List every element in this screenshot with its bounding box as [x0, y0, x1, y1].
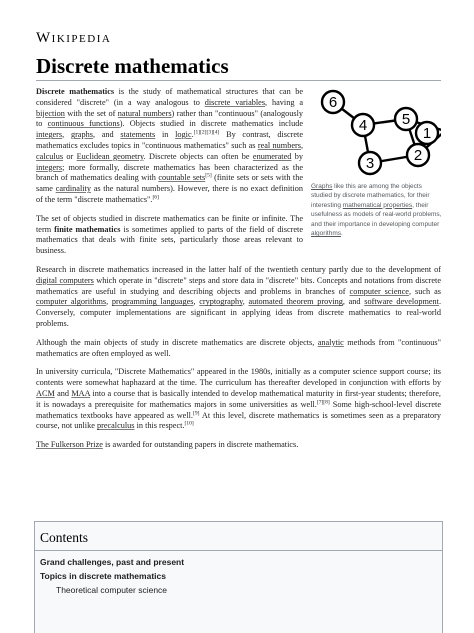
- link-computer-science[interactable]: computer science: [349, 286, 409, 296]
- link-automated-theorem-proving[interactable]: automated theorem proving: [248, 297, 343, 307]
- link-programming-languages[interactable]: programming languages: [111, 297, 194, 307]
- link-euclidean-geometry[interactable]: Euclidean geometry: [76, 151, 144, 161]
- link-graphs[interactable]: graphs: [70, 130, 93, 140]
- link-analytic[interactable]: analytic: [317, 337, 344, 347]
- graph-node-label: 2: [413, 147, 423, 164]
- toc-heading: Contents: [40, 530, 89, 545]
- citation[interactable]: [7][8]: [316, 398, 330, 405]
- link-natural-numbers[interactable]: natural numbers: [117, 108, 172, 118]
- toc-item-theoretical-cs[interactable]: Theoretical computer science: [56, 585, 168, 595]
- link-calculus[interactable]: calculus: [36, 151, 64, 161]
- citation[interactable]: [1][2][3][4]: [193, 129, 220, 136]
- paragraph-curricula: In university curricula, "Discrete Mathematics" appeared in the 1980s, initially as a computer science support course; its contents were somewhat haphazard at the time. The curriculum has thereafter developed in conjunction with efforts by ACM and MAA into a course that is basically intended to develop mathematical maturity in first-year students; therefore, it is nowadays a prerequisite for mathematics majors in some universities as well.[7][8] Some high-school-level discrete mathematics textbooks have appeared as well.[9] At this level, discrete mathematics is sometimes seen as a preparatory course, not unlike precalculus in this respect.[10]: [36, 367, 441, 431]
- link-mathematical-properties[interactable]: mathematical properties: [342, 201, 413, 209]
- link-countable-sets[interactable]: countable sets: [158, 173, 206, 183]
- toc-item-grand-challenges[interactable]: Grand challenges, past and present: [40, 557, 185, 567]
- link-precalculus[interactable]: precalculus: [96, 421, 135, 431]
- link-statements[interactable]: statements: [120, 130, 156, 140]
- title-divider: [36, 80, 441, 81]
- link-logic[interactable]: logic: [175, 130, 192, 140]
- link-acm[interactable]: ACM: [36, 388, 55, 398]
- page-title: Discrete mathematics: [36, 54, 229, 78]
- infobox: [311, 86, 443, 238]
- infobox-caption: Graphs like this are among the objects studied by discrete mathematics, for their interesting mathematical properties, their usefulness as models of real-world problems, and their importance in developing computer algorithms.: [311, 183, 442, 238]
- link-bijection[interactable]: bijection: [36, 108, 65, 118]
- logo-text: Wikipedia: [36, 30, 112, 46]
- graph-node-label: 5: [401, 111, 411, 128]
- bold-term: finite mathematics: [54, 224, 121, 234]
- graph-node-label: 6: [328, 94, 338, 111]
- link-discrete-variables[interactable]: discrete variables: [204, 97, 266, 107]
- table-of-contents: [34, 521, 443, 633]
- link-fulkerson-prize[interactable]: The Fulkerson Prize: [36, 440, 103, 450]
- citation[interactable]: [9]: [193, 409, 200, 416]
- link-integers[interactable]: integers: [36, 130, 63, 140]
- citation[interactable]: [10]: [184, 420, 194, 427]
- toc-item-topics[interactable]: Topics in discrete mathematics: [40, 571, 166, 581]
- link-algorithms[interactable]: algorithms: [311, 230, 341, 238]
- link-software-development[interactable]: software development: [364, 297, 439, 307]
- paragraph-analytic: Although the main objects of study in discrete mathematics are discrete objects, analytic methods from "continuous" mathematics are often employed as well.: [36, 337, 441, 358]
- link-maa[interactable]: MAA: [71, 388, 91, 398]
- article-body: [36, 87, 441, 459]
- bold-term: Discrete mathematics: [36, 87, 115, 96]
- graph-node-label: 1: [422, 125, 432, 142]
- link-continuous-functions[interactable]: continuous functions: [47, 119, 120, 129]
- graph-node-label: 4: [358, 117, 368, 134]
- toc-divider: [35, 550, 442, 551]
- paragraph-fulkerson: The Fulkerson Prize is awarded for outstanding papers in discrete mathematics.: [36, 440, 299, 450]
- graph-node-label: 3: [365, 155, 375, 172]
- link-digital-computers[interactable]: digital computers: [36, 275, 94, 285]
- link-real-numbers[interactable]: real numbers: [257, 140, 301, 150]
- link-graphs[interactable]: Graphs: [311, 183, 333, 190]
- paragraph-intro: Discrete mathematics is the study of mathematical structures that can be considered "discrete" (in a way analogous to discrete variables, having a bijection with the set of natural numbers) rather than "continuous" (analogously to continuous functions). Objects studied in discrete mathematics include integers, graphs, and statements in logic.[1][2][3][4] By contrast, discrete mathematics excludes topics in "continuous mathematics" such as real numbers, calculus or Euclidean geometry. Discrete objects can often be enumerated by integers; more formally, discrete mathematics has been characterized as the branch of mathematics dealing with countable sets[5] (finite sets or sets with the same cardinality as the natural numbers). However, there is no exact definition of the term "discrete mathematics".[6]: [36, 87, 304, 204]
- link-enumerated[interactable]: enumerated: [252, 151, 292, 161]
- paragraph-research: Research in discrete mathematics increased in the latter half of the twentieth century partly due to the development of digital computers which operate in "discrete" steps and store data in "discrete" bits. Concepts and notations from discrete mathematics are useful in studying and describing objects and problems in branches of computer science, such as computer algorithms, programming languages, cryptography, automated theorem proving, and software development. Conversely, computer implementations are significant in applying ideas from discrete mathematics to real-world problems.: [36, 264, 441, 328]
- graph-illustration[interactable]: [317, 86, 441, 178]
- citation[interactable]: [6]: [152, 194, 159, 201]
- link-integers-2[interactable]: integers: [36, 162, 63, 172]
- wikipedia-logo[interactable]: [36, 30, 111, 47]
- link-cardinality[interactable]: cardinality: [55, 184, 91, 194]
- citation[interactable]: [5]: [205, 172, 212, 179]
- paragraph-finite: The set of objects studied in discrete mathematics can be finite or infinite. The term finite mathematics is sometimes applied to parts of the field of discrete mathematics that deals with finite sets, particularly those areas relevant to business.: [36, 213, 304, 256]
- link-cryptography[interactable]: cryptography: [199, 297, 243, 307]
- link-computer-algorithms[interactable]: computer algorithms: [36, 297, 107, 307]
